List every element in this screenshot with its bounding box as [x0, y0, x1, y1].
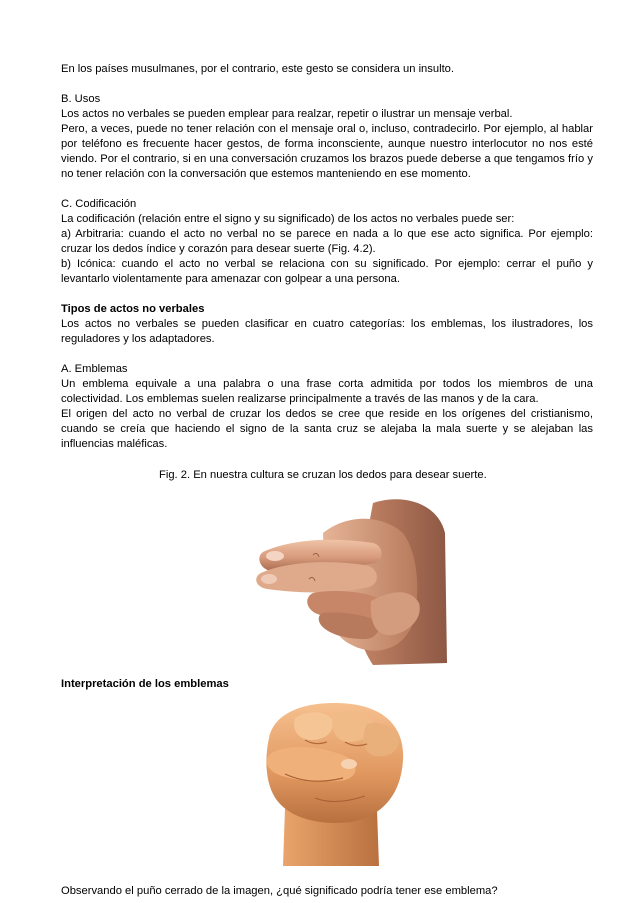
tipos-paragraph: Los actos no verbales se pueden clasificar en cuatro categorías: los emblemas, los ilustradores, los reguladores y los adaptadores.	[61, 317, 593, 345]
usos-paragraph-1: Los actos no verbales se pueden emplear para realzar, repetir o ilustrar un mensaje verbal.	[61, 107, 513, 120]
emblemas-paragraph-2: El origen del acto no verbal de cruzar los dedos se cree que reside en los orígenes del cristianismo, cuando se creía que haciendo el signo de la santa cruz se alejaba la mala suerte y se alejaban las influencias maléficas.	[61, 407, 593, 450]
intro-paragraph: En los países musulmanes, por el contrario, este gesto se considera un insulto.	[61, 63, 455, 75]
section-heading-emblemas: A. Emblemas	[61, 362, 128, 375]
document-page	[61, 62, 593, 899]
codificacion-paragraph-arbitraria: a) Arbitraria: cuando el acto no verbal no se parece en nada a lo que ese acto significa. Por ejemplo: cruzar los dedos índice y corazón para desear suerte (Fig. 4.2).	[61, 227, 593, 255]
usos-paragraph-2: Pero, a veces, puede no tener relación con el mensaje oral o, incluso, contradecirlo. Por ejemplo, al hablar por teléfono es frecuente hacer gestos, de forma inconsciente, aunque nuestro interlocutor no nos esté viendo. Por el contrario, si en una conversación cruzamos los brazos puede deberse a que tengamos frío y no tener relación con la conversación que estemos manteniendo en ese momento.	[61, 122, 593, 181]
codificacion-paragraph-iconica: b) Icónica: cuando el acto no verbal se relaciona con su significado. Por ejemplo: cerrar el puño y levantarlo violentamente para amenazar con golpear a una persona.	[61, 258, 593, 286]
section-heading-codificacion: C. Codificación	[61, 197, 137, 210]
section-heading-interpretacion: Interpretación de los emblemas	[61, 678, 229, 691]
crossed-fingers-image	[253, 493, 449, 669]
codificacion-paragraph-1: La codificación (relación entre el signo y su significado) de los actos no verbales puede ser:	[61, 212, 515, 225]
section-heading-usos: B. Usos	[61, 92, 101, 105]
closed-fist-image	[255, 698, 417, 866]
question-paragraph: Observando el puño cerrado de la imagen, ¿qué significado podría tener ese emblema?	[61, 885, 498, 898]
section-heading-tipos: Tipos de actos no verbales	[61, 302, 205, 315]
figure-caption: Fig. 2. En nuestra cultura se cruzan los dedos para desear suerte.	[159, 469, 487, 482]
emblemas-paragraph-1: Un emblema equivale a una palabra o una frase corta admitida por todos los miembros de una colectividad. Los emblemas suelen realizarse principalmente a través de las manos y de la cara.	[61, 377, 593, 405]
